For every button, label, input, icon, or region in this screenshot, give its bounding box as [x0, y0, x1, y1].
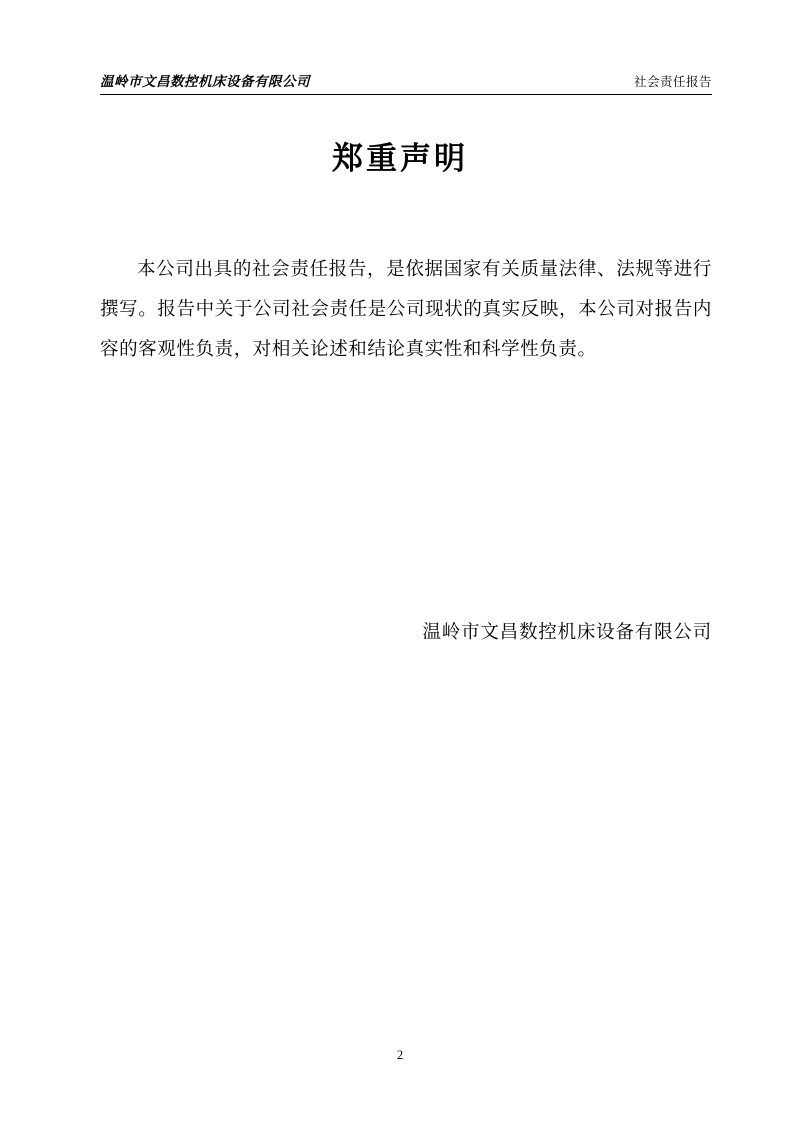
page-number: 2 — [396, 1048, 404, 1062]
statement-paragraph: 本公司出具的社会责任报告，是依据国家有关质量法律、法规等进行撰写。报告中关于公司社会责任是公司现状的真实反映，本公司对报告内容的客观性负责，对相关论述和结论真实性和科学性负责。 — [100, 260, 712, 360]
signature-company-name: 温岭市文昌数控机床设备有限公司 — [422, 623, 712, 643]
body-text — [100, 250, 712, 370]
header-company-name: 温岭市文昌数控机床设备有限公司 — [100, 74, 310, 89]
running-header — [100, 70, 712, 95]
page-title: 郑重声明 — [332, 141, 468, 176]
header-report-label: 社会责任报告 — [633, 75, 712, 89]
